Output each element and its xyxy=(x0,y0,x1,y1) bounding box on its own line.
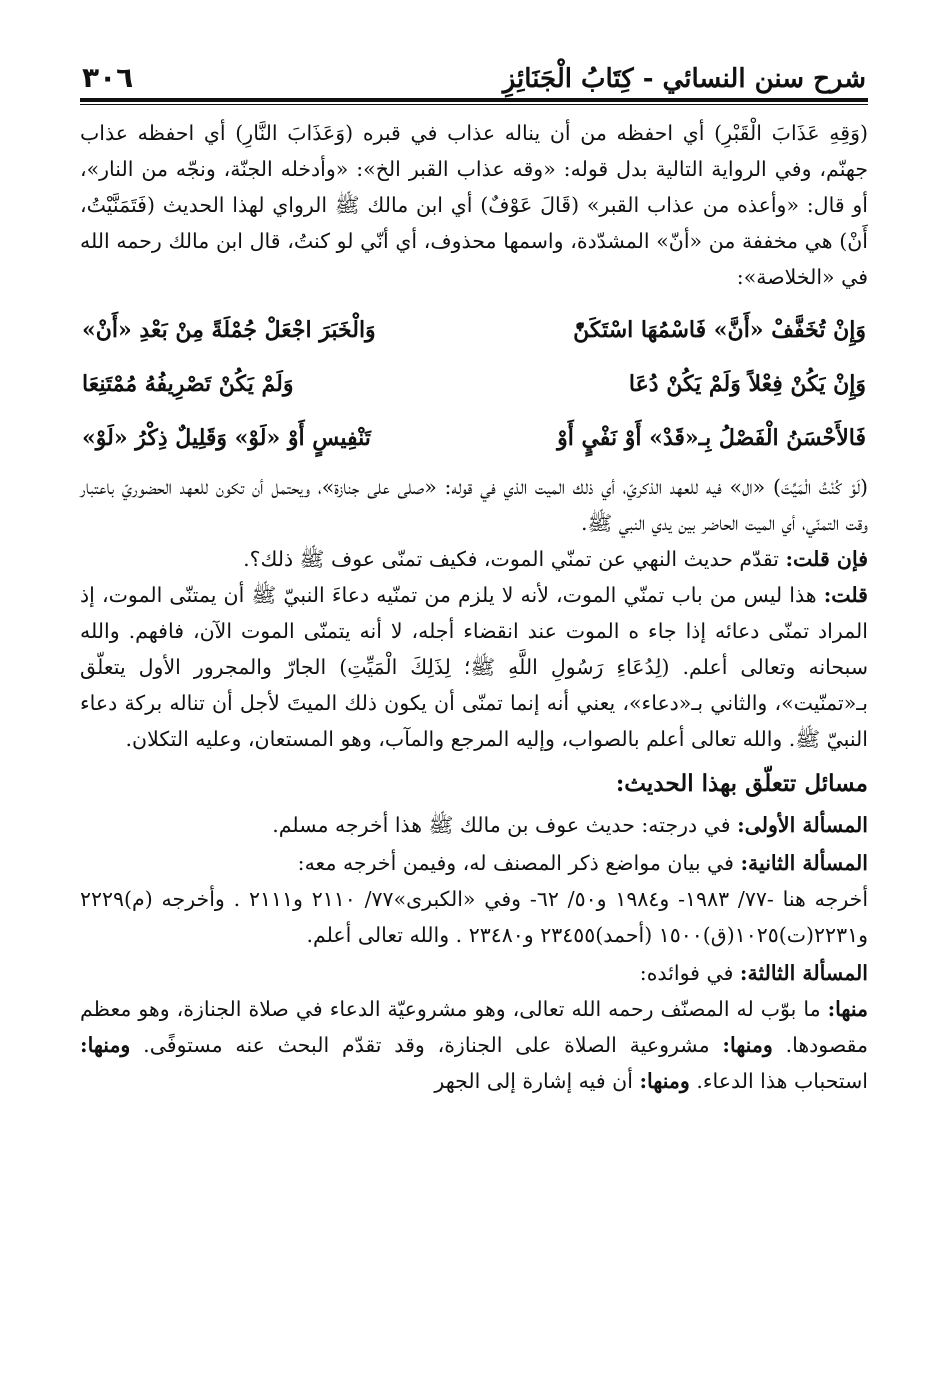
takhrij-paragraph: أخرجه هنا -٧٧/ ١٩٨٣- و١٩٨٤ و٥٠/ ٦٢- وفي «الكبرى»٧٧/ ٢١١٠ و٢١١١ . وأخرجه (م)٢٢٢٩ و٢٢٣١(ت)١٠٢٥(ق)١٥٠٠ (أحمد)٢٣٤٥٥ و٢٣٤٨٠ . والله تعالى أعلم. xyxy=(80,887,869,947)
question-text: تقدّم حديث النهي عن تمنّي الموت، فكيف تمنّى عوف ﷺ ذلك؟. xyxy=(243,547,779,571)
running-title: شرح سنن النسائي - كِتَابُ الْجَنَائِزِ xyxy=(502,64,866,94)
issue-2 xyxy=(80,845,868,881)
header-rule-thin xyxy=(80,104,868,105)
verse-1-left: وَالْخَبَرَ اجْعَلْ جُمْلَةً مِنْ بَعْدِ «أَنْ» xyxy=(82,317,376,343)
issue-3 xyxy=(80,955,868,991)
section-title: مسائل تتعلّق بهذا الحديث: xyxy=(615,770,868,797)
benefit-4-lead: ومنها: xyxy=(639,1069,690,1093)
poem xyxy=(80,303,868,465)
header-rule-thick xyxy=(80,98,868,102)
issue-2-text: في بيان مواضع ذكر المصنف له، وفيمن أخرجه معه: xyxy=(297,851,734,875)
paragraph-commentary-2: (لَوْ كُنْتُ الْمَيِّتَ) «ال» فيه للعهد الذكريّ، أي ذلك الميت الذي في قوله: «صلى على جنازة»، ويحتمل أن تكون للعهد الحضوريّ باعتبار وقت التمنّي، أي الميت الحاضر بين يدي النبي ﷺ. xyxy=(80,475,868,535)
issue-3-label: المسألة الثالثة: xyxy=(739,961,868,985)
paragraph-commentary-1: (وَقِهِ عَذَابَ الْقَبْرِ) أي احفظه من أن يناله عذاب في قبره (وَعَذَابَ النَّارِ) أي احفظه عذاب جهنّم، وفي الرواية التالية بدل قوله: «وقه عذاب القبر الخ»: «وأدخله الجنّة، ونجّه من النار»، أو قال: «وأعذه من عذاب القبر» (قَالَ عَوْفٌ) أي ابن مالك ﷺ الرواي لهذا الحديث (فَتَمَنَّيْتُ، أَنْ) هي مخففة من «أنّ» المشدّدة، واسمها محذوف، أي أنّي لو كنتُ، قال ابن مالك رحمه الله في «الخلاصة»: xyxy=(80,121,868,289)
verse-2-left: وَلَمْ يَكُنْ تَصْرِيفُهُ مُمْتَنِعَا xyxy=(82,371,294,397)
verse-3 xyxy=(80,411,868,465)
benefit-2-lead: ومنها: xyxy=(722,1033,773,1057)
verse-3-left: تَنْفِيسٍ أَوْ «لَوْ» وَقَلِيلٌ ذِكْرُ «لَوْ» xyxy=(82,425,371,451)
benefit-3-lead: ومنها: xyxy=(80,1033,131,1057)
issue-1 xyxy=(80,807,868,843)
body-text xyxy=(80,115,868,1099)
answer-label: قلت: xyxy=(823,583,868,607)
issue-1-label: المسألة الأولى: xyxy=(737,813,868,837)
verse-1-right: وَإِنْ تُخَفَّفْ «أَنَّ» فَاسْمُهَا اسْتَكَنّْ xyxy=(573,317,866,343)
issue-1-text: في درجته: حديث عوف بن مالك ﷺ هذا أخرجه مسلم. xyxy=(272,813,731,837)
benefit-1-text: ما بوّب له المصنّف رحمه الله تعالى، وهو مشروعيّة الدعاء في صلاة الجنازة، وهو معظم مقصودها. xyxy=(80,997,868,1057)
issue-2-label: المسألة الثانية: xyxy=(740,851,868,875)
benefits-paragraph xyxy=(80,991,868,1099)
page-header xyxy=(80,56,868,94)
question-label: فإن قلت: xyxy=(785,547,868,571)
verse-3-right: فَالأَحْسَنُ الْفَصْلُ بِـ«قَدْ» أَوْ نَفْيٍ أَوْ xyxy=(557,425,866,451)
issue-3-text: في فوائده: xyxy=(639,961,734,985)
book-page xyxy=(80,56,868,1099)
verse-1 xyxy=(80,303,868,357)
benefit-2-text: مشروعية الصلاة على الجنازة، وقد تقدّم البحث عنه مستوفًى. xyxy=(143,1033,710,1057)
verse-2 xyxy=(80,357,868,411)
answer-text: هذا ليس من باب تمنّي الموت، لأنه لا يلزم من تمنّيه دعاءَ النبيّ ﷺ أن يمتنّى الموت، إذ المراد تمنّى دعائه إذا جاء ه الموت عند انقضاء أجله، لا أنه يتمنّى الموت الآن، فافهم. والله سبحانه وتعالى أعلم. (لِدُعَاءِ رَسُولِ اللَّهِ ﷺ؛ لِذَلِكَ الْمَيِّتِ) الجارّ والمجرور الأول يتعلّق بـ«تمنّيت»، والثاني بـ«دعاء»، يعني أنه إنما تمنّى أن يكون ذلك الميتَ لأجل أن تناله بركة دعاء النبيّ ﷺ. والله تعالى أعلم بالصواب، وإليه المرجع والمآب، وهو المستعان، وعليه التكلان. xyxy=(80,583,868,751)
answer-paragraph xyxy=(80,577,868,757)
verse-2-right: وَإِنْ يَكُنْ فِعْلاً وَلَمْ يَكُنْ دُعَا xyxy=(628,371,866,397)
benefit-1-lead: منها: xyxy=(827,997,868,1021)
page-number: ٣٠٦ xyxy=(82,61,134,94)
question-paragraph xyxy=(80,541,868,577)
benefit-4-text: أن فيه إشارة إلى الجهر xyxy=(434,1069,633,1093)
benefit-3-text: استحباب هذا الدعاء. xyxy=(696,1069,868,1093)
